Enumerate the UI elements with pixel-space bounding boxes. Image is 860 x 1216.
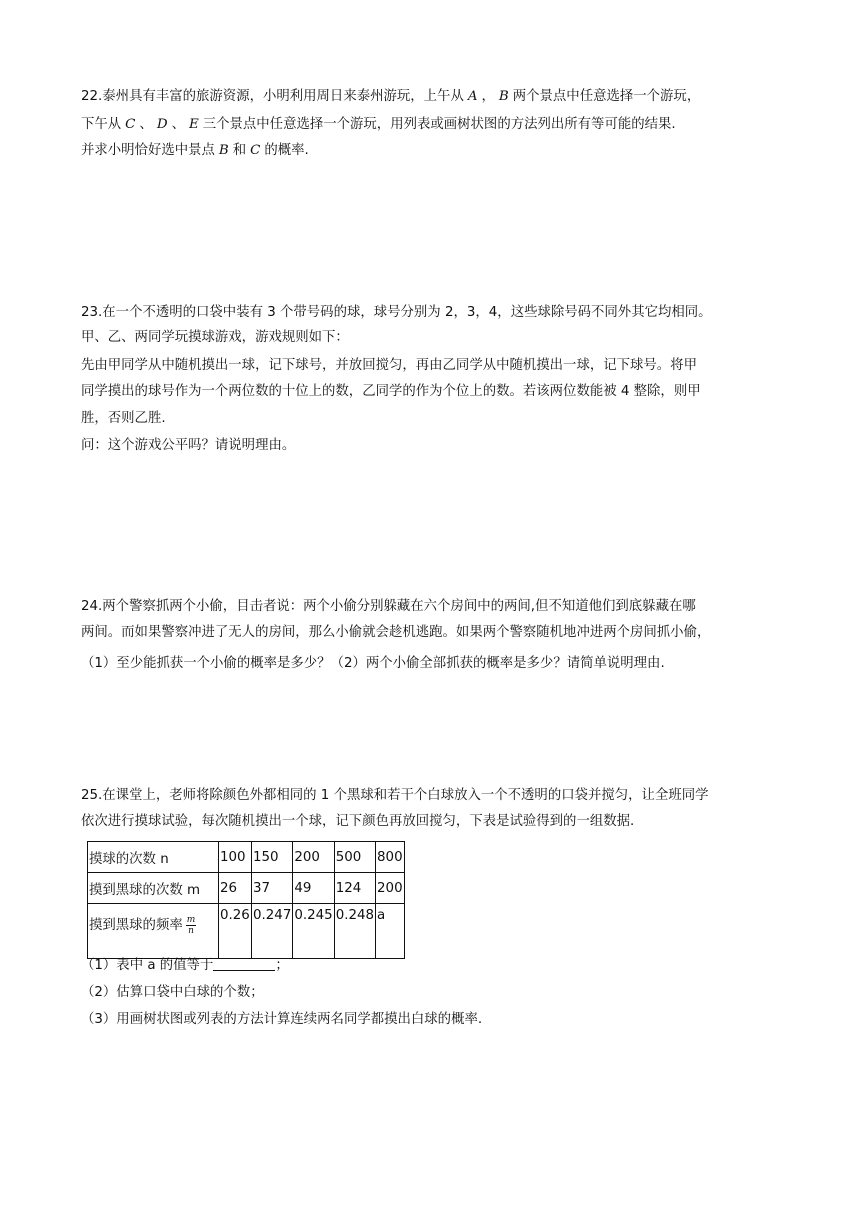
table-row: [88, 873, 405, 904]
q22-text: 下午从: [81, 117, 122, 132]
q25-subq-2: （2）估算口袋中白球的个数；: [81, 985, 264, 1000]
q22-var-a: A: [467, 89, 478, 104]
q22-sep: 、: [171, 117, 185, 132]
fraction-denominator: n: [188, 925, 194, 936]
q22-var-e: E: [188, 117, 199, 132]
q24-line-3: （1）至少能抓获一个小偷的概率是多少？（2）两个小偷全部抓获的概率是多少？请简单说明理由.: [81, 656, 665, 671]
q23-line-1: 23.在一个不透明的口袋中装有 3 个带号码的球，球号分别为 2，3，4，这些球除号码不同外其它均相同。: [81, 305, 712, 320]
q22-var-b: B: [218, 143, 229, 158]
table-cell: 26: [219, 873, 252, 904]
table-cell: 37: [252, 873, 293, 904]
q25-subq-1: [81, 955, 289, 977]
q23-line-5: 胜，否则乙胜.: [81, 411, 166, 426]
table-row-label: [88, 904, 219, 959]
table-cell: 100: [219, 842, 252, 873]
q25-subq-3: （3）用画树状图或列表的方法计算连续两名同学都摸出白球的概率.: [81, 1012, 483, 1027]
table-row-label: 摸到黑球的次数 m: [88, 873, 219, 904]
table-row: [88, 904, 405, 959]
q25-line-1: 25.在课堂上，老师将除颜色外都相同的 1 个黑球和若干个白球放入一个不透明的口袋并搅匀，让全班同学: [81, 788, 709, 803]
q22-line-1: [81, 86, 700, 108]
q25-subq-1-text: （1）表中 a 的值等于: [81, 958, 214, 973]
q22-var-c: C: [125, 117, 136, 132]
answer-blank: [213, 956, 275, 971]
fraction-numerator: m: [186, 914, 196, 925]
q24-line-1: 24.两个警察抓两个小偷，目击者说：两个小偷分别躲藏在六个房间中的两间,但不知道他们到底躲藏在哪: [81, 599, 696, 614]
q22-comma: ，: [481, 89, 495, 104]
q22-var-b: B: [498, 89, 509, 104]
table-cell: a: [376, 904, 405, 959]
table-cell: 200: [376, 873, 405, 904]
q22-var-d: D: [156, 117, 168, 132]
table-row-label: 摸球的次数 n: [88, 842, 219, 873]
table-cell: 500: [334, 842, 375, 873]
q25-subq-1-end: ；: [275, 958, 289, 973]
q23-line-3: 先由甲同学从中随机摸出一球，记下球号，并放回搅匀，再由乙同学从中随机摸出一球，记下球号。将甲: [81, 358, 697, 373]
table-cell: 800: [376, 842, 405, 873]
table-cell: 150: [252, 842, 293, 873]
q22-var-c: C: [250, 143, 261, 158]
fraction-m-over-n: [186, 915, 197, 936]
table-cell: 200: [293, 842, 334, 873]
q22-line-3: [81, 140, 309, 162]
q23-line-2: 甲、乙、两同学玩摸球游戏，游戏规则如下：: [81, 330, 349, 345]
frequency-table: [87, 841, 405, 959]
q22-text: 的概率.: [264, 143, 309, 158]
q22-text: 和: [232, 143, 247, 158]
q24-line-2: 两间。而如果警察冲进了无人的房间，那么小偷就会趁机逃跑。如果两个警察随机地冲进两个房间抓小偷，: [81, 625, 711, 640]
q22-text: 并求小明恰好选中景点: [81, 143, 215, 158]
table-cell: 49: [293, 873, 334, 904]
table-cell: 0.248: [334, 904, 375, 959]
table-cell: 0.245: [293, 904, 334, 959]
q23-line-6: 问：这个游戏公平吗？请说明理由。: [81, 438, 296, 453]
q22-text: 三个景点中任意选择一个游玩，用列表或画树状图的方法列出所有等可能的结果.: [202, 117, 676, 132]
frequency-label: 摸到黑球的频率: [89, 918, 183, 933]
table-cell: 124: [334, 873, 375, 904]
q25-line-2: 依次进行摸球试验，每次随机摸出一个球，记下颜色再放回搅匀，下表是试验得到的一组数据.: [81, 814, 635, 829]
table-row: [88, 842, 405, 873]
table-cell: 0.26: [219, 904, 252, 959]
q22-sep: 、: [139, 117, 153, 132]
q22-text: 22.泰州具有丰富的旅游资源，小明利用周日来泰州游玩，上午从: [81, 89, 464, 104]
q23-line-4: 同学摸出的球号作为一个两位数的十位上的数，乙同学的作为个位上的数。若该两位数能被 4 整除，则甲: [81, 384, 701, 399]
q22-text: 两个景点中任意选择一个游玩，: [512, 89, 701, 104]
table-cell: 0.247: [252, 904, 293, 959]
q22-line-2: [81, 114, 676, 136]
